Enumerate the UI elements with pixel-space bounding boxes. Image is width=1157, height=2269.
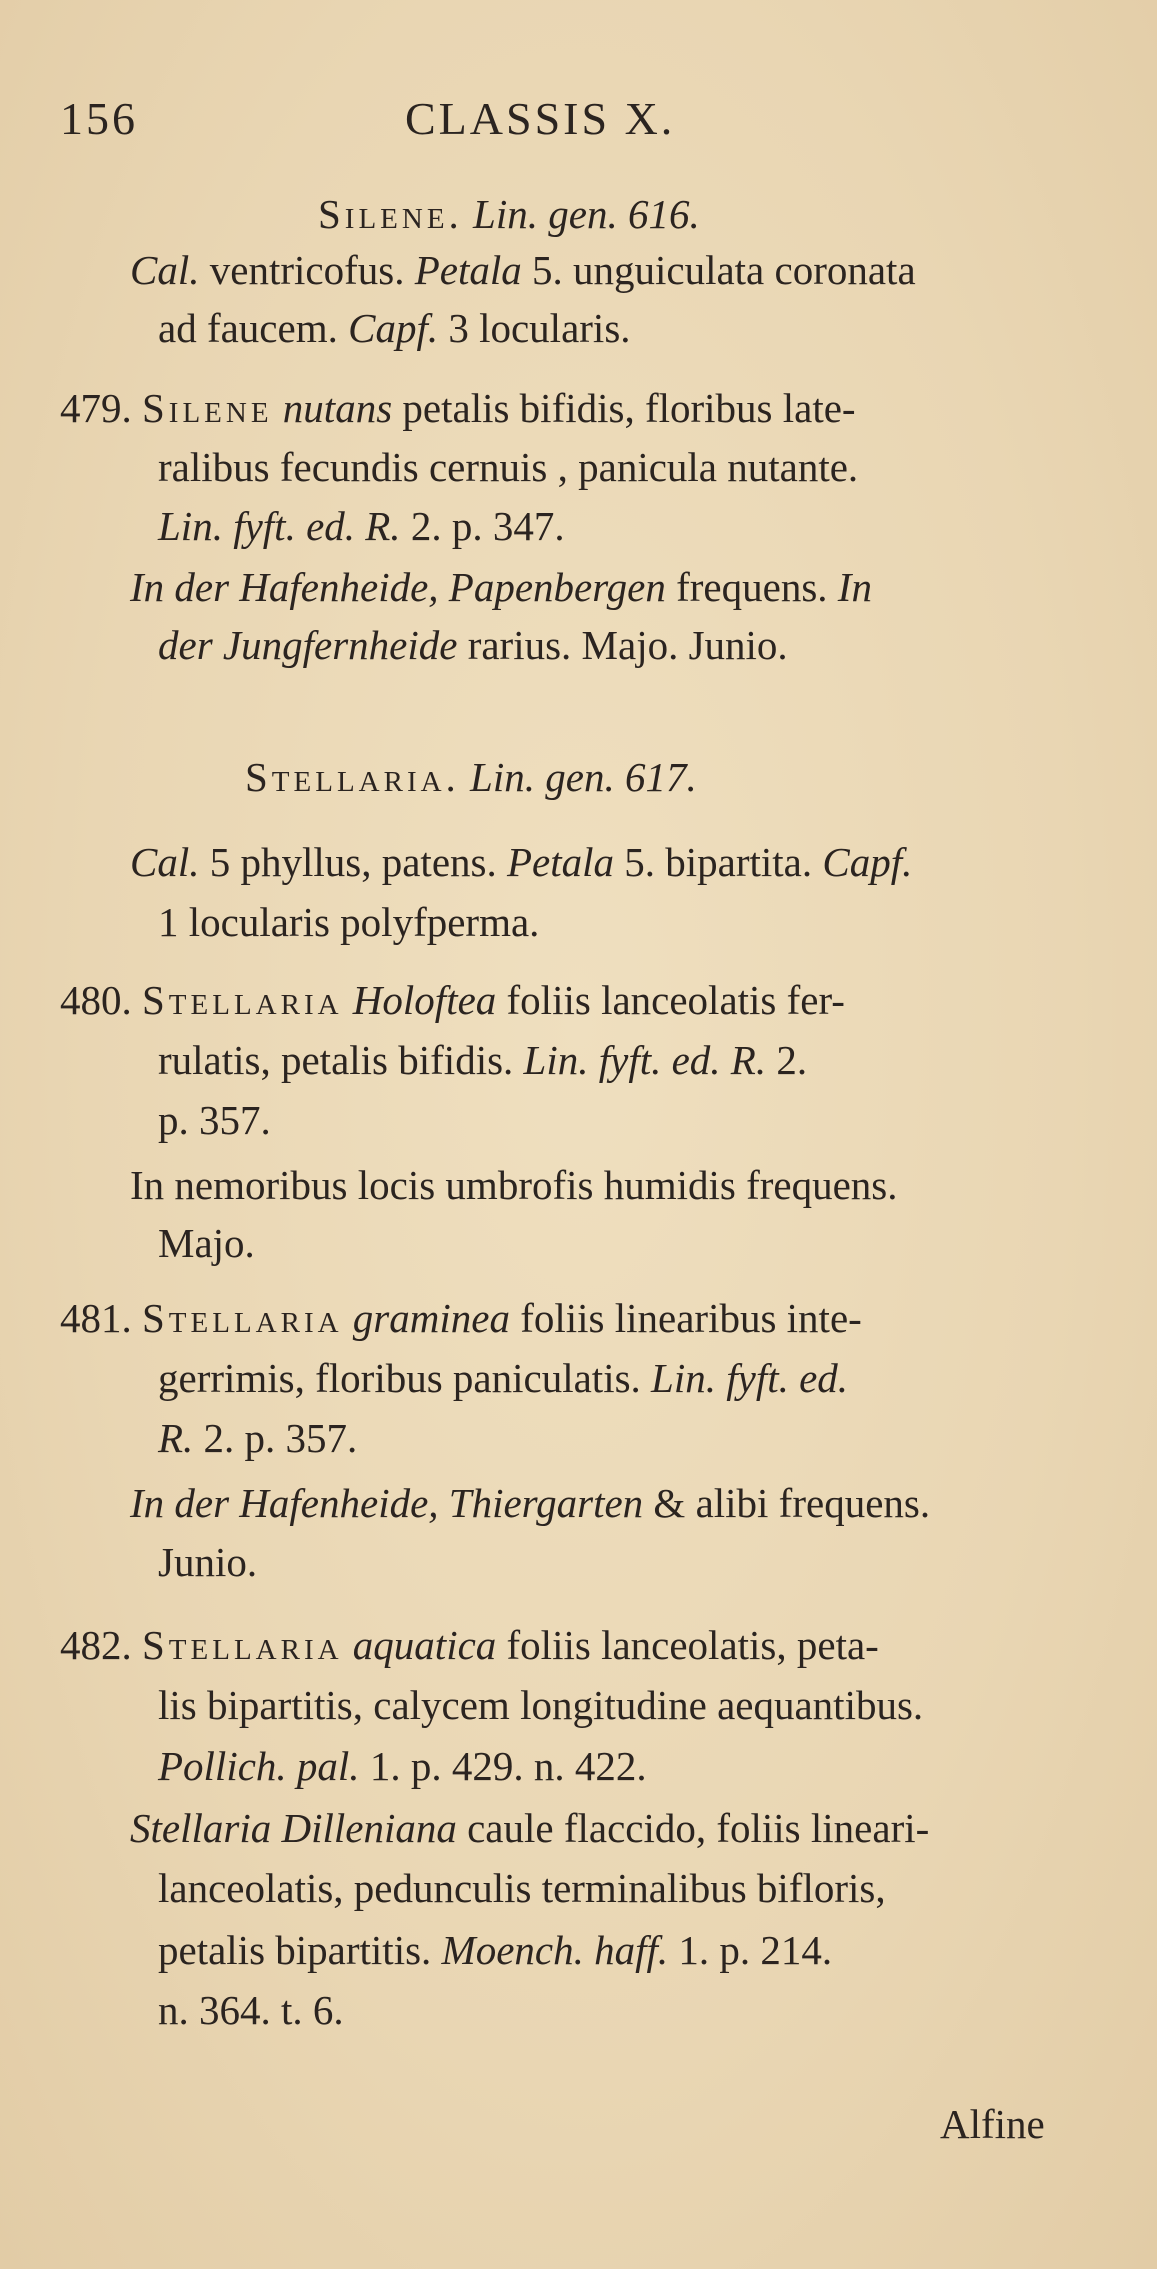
genus-description-line: Cal. 5 phyllus, patens. Petala 5. bipartita. Capf.	[130, 839, 913, 885]
synonym-line: n. 364. t. 6.	[158, 1987, 344, 2033]
entry-number: 479.	[60, 385, 132, 431]
genus-heading-stellaria: Stellaria. Lin. gen. 617.	[245, 754, 697, 800]
genus-description-line: Cal. ventricofus. Petala 5. unguiculata coronata	[130, 247, 916, 293]
catchword: Alfine	[940, 2101, 1045, 2147]
entry-line: lis bipartitis, calycem longitudine aequantibus.	[158, 1682, 924, 1728]
genus-description-line: 1 locularis polyfperma.	[158, 899, 540, 945]
entry-line: rulatis, petalis bifidis. Lin. fyft. ed. R. 2.	[158, 1037, 808, 1083]
running-title: CLASSIS X.	[405, 93, 676, 144]
citation-line: Lin. fyft. ed. R. 2. p. 347.	[158, 503, 565, 549]
entry-line: gerrimis, floribus paniculatis. Lin. fyft. ed.	[158, 1355, 849, 1401]
species-entry-481: 481. Stellaria graminea foliis linearibus inte-	[60, 1295, 862, 1341]
habitat-line: In der Hafenheide, Papenbergen frequens. In	[130, 564, 872, 610]
entry-number: 480.	[60, 977, 132, 1023]
synonym-line: lanceolatis, pedunculis terminalibus bifloris,	[158, 1865, 886, 1911]
habitat-line: Majo.	[158, 1220, 255, 1266]
citation-line: Pollich. pal. 1. p. 429. n. 422.	[158, 1743, 647, 1789]
habitat-line: der Jungfernheide rarius. Majo. Junio.	[158, 622, 788, 668]
genus-heading-silene: Silene. Lin. gen. 616.	[318, 191, 700, 237]
synonym-line: Stellaria Dilleniana caule flaccido, foliis lineari-	[130, 1805, 930, 1851]
citation-line: p. 357.	[158, 1097, 271, 1143]
habitat-line: Junio.	[158, 1539, 258, 1585]
page-number: 156	[60, 93, 138, 144]
entry-number: 482.	[60, 1622, 132, 1668]
species-entry-482: 482. Stellaria aquatica foliis lanceolatis, peta-	[60, 1622, 879, 1668]
citation-line: R. 2. p. 357.	[158, 1415, 358, 1461]
species-entry-479: 479. Silene nutans petalis bifidis, floribus late-	[60, 385, 856, 431]
species-entry-480: 480. Stellaria Holoftea foliis lanceolatis fer-	[60, 977, 845, 1023]
habitat-line: In der Hafenheide, Thiergarten & alibi frequens.	[130, 1480, 931, 1526]
synonym-line: petalis bipartitis. Moench. haff. 1. p. 214.	[158, 1927, 833, 1973]
habitat-line: In nemoribus locis umbrofis humidis frequens.	[130, 1162, 898, 1208]
genus-description-line: ad faucem. Capf. 3 locularis.	[158, 305, 631, 351]
entry-number: 481.	[60, 1295, 132, 1341]
entry-line: ralibus fecundis cernuis , panicula nutante.	[158, 444, 859, 490]
